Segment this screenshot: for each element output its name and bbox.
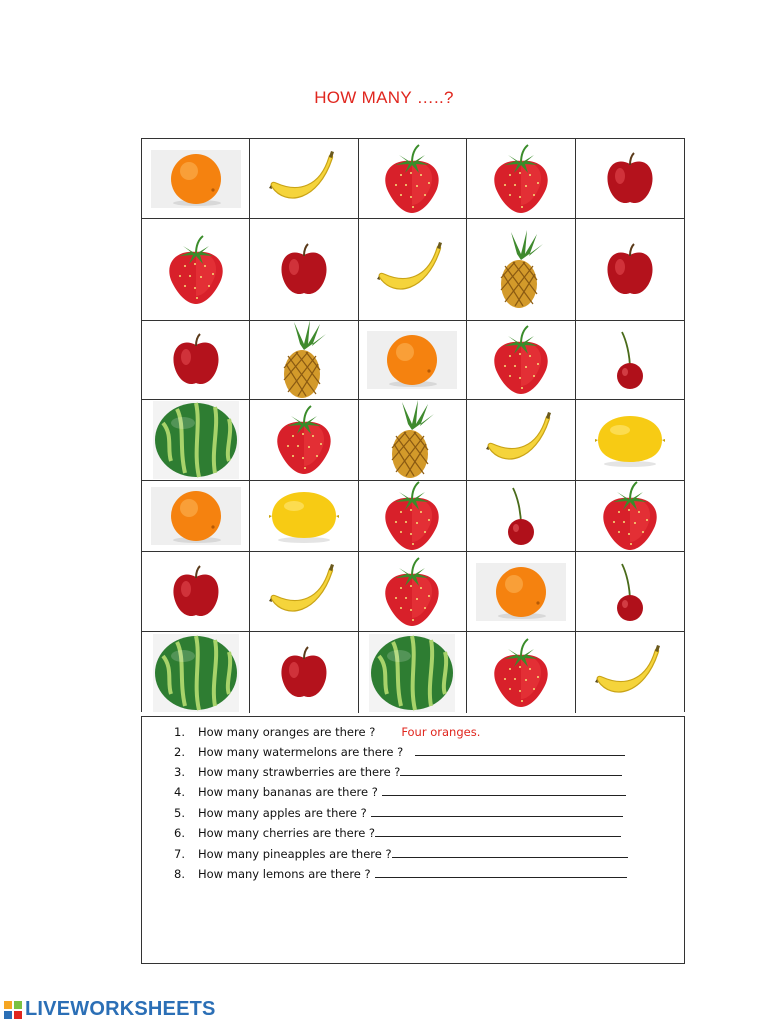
answer-field[interactable] xyxy=(382,785,626,796)
footer xyxy=(4,998,216,1021)
question-8 xyxy=(174,867,627,881)
orange-icon xyxy=(367,331,457,389)
strawberry-icon xyxy=(599,480,661,552)
grid-cell-pineapple xyxy=(467,219,575,321)
answer-field[interactable] xyxy=(400,765,622,776)
grid-cell-apple xyxy=(142,552,250,632)
grid-cell-orange xyxy=(142,481,250,552)
fruit-grid xyxy=(141,138,685,712)
grid-cell-strawberry xyxy=(467,139,575,219)
apple-icon xyxy=(605,243,655,297)
question-text: How many strawberries are there ? xyxy=(198,765,401,779)
grid-cell-strawberry xyxy=(359,481,467,552)
orange-icon xyxy=(151,150,241,208)
grid-cell-orange xyxy=(142,139,250,219)
question-1 xyxy=(174,725,480,739)
grid-cell-strawberry xyxy=(576,481,684,552)
grid-cell-strawberry xyxy=(467,321,575,400)
question-number: 8. xyxy=(174,867,185,881)
grid-cell-apple xyxy=(250,219,358,321)
pineapple-icon xyxy=(386,400,438,480)
grid-cell-strawberry xyxy=(142,219,250,321)
watermelon-icon xyxy=(369,634,455,712)
grid-cell-banana xyxy=(467,400,575,481)
grid-cell-strawberry xyxy=(359,139,467,219)
banana-icon xyxy=(485,410,557,470)
grid-cell-apple xyxy=(250,632,358,713)
question-number: 3. xyxy=(174,765,185,779)
strawberry-icon xyxy=(490,324,552,396)
grid-cell-pineapple xyxy=(359,400,467,481)
question-3 xyxy=(174,765,622,779)
watermelon-icon xyxy=(153,634,239,712)
grid-cell-orange xyxy=(467,552,575,632)
question-text: How many pineapples are there ? xyxy=(198,847,392,861)
question-5 xyxy=(174,806,623,820)
lemon-icon xyxy=(594,412,666,468)
lemon-icon xyxy=(268,488,340,544)
answer-field[interactable] xyxy=(375,867,627,878)
questions-box xyxy=(141,716,685,964)
grid-cell-lemon xyxy=(250,481,358,552)
question-2 xyxy=(174,745,625,759)
grid-cell-lemon xyxy=(576,400,684,481)
apple-icon xyxy=(171,333,221,387)
answer-field[interactable] xyxy=(371,806,623,817)
orange-icon xyxy=(476,563,566,621)
question-7 xyxy=(174,847,628,861)
banana-icon xyxy=(594,643,666,703)
grid-cell-banana xyxy=(250,139,358,219)
grid-cell-watermelon xyxy=(142,400,250,481)
grid-cell-strawberry xyxy=(467,632,575,713)
grid-cell-apple xyxy=(576,219,684,321)
question-number: 1. xyxy=(174,725,185,739)
banana-icon xyxy=(376,240,448,300)
answer-text[interactable]: Four oranges. xyxy=(401,725,481,739)
grid-cell-banana xyxy=(359,219,467,321)
grid-cell-apple xyxy=(576,139,684,219)
liveworksheets-logo-icon xyxy=(4,1001,22,1019)
watermelon-icon xyxy=(153,401,239,479)
banana-icon xyxy=(268,149,340,209)
strawberry-icon xyxy=(273,404,335,476)
strawberry-icon xyxy=(165,234,227,306)
strawberry-icon xyxy=(490,637,552,709)
orange-icon xyxy=(151,487,241,545)
cherry-icon xyxy=(503,486,539,546)
grid-cell-strawberry xyxy=(250,400,358,481)
strawberry-icon xyxy=(490,143,552,215)
question-text: How many cherries are there ? xyxy=(198,826,376,840)
grid-cell-pineapple xyxy=(250,321,358,400)
grid-cell-banana xyxy=(250,552,358,632)
grid-cell-apple xyxy=(142,321,250,400)
strawberry-icon xyxy=(381,143,443,215)
cherry-icon xyxy=(612,330,648,390)
grid-cell-banana xyxy=(576,632,684,713)
grid-cell-orange xyxy=(359,321,467,400)
question-6 xyxy=(174,826,621,840)
footer-brand: LIVEWORKSHEETS xyxy=(25,998,216,1020)
question-text: How many watermelons are there ? xyxy=(198,745,404,759)
question-text: How many bananas are there ? xyxy=(198,785,378,799)
answer-field[interactable] xyxy=(415,745,625,756)
page-title: HOW MANY …..? xyxy=(314,88,454,107)
question-text: How many apples are there ? xyxy=(198,806,367,820)
grid-cell-strawberry xyxy=(359,552,467,632)
grid-cell-watermelon xyxy=(359,632,467,713)
grid-cell-cherry xyxy=(576,552,684,632)
strawberry-icon xyxy=(381,480,443,552)
grid-cell-watermelon xyxy=(142,632,250,713)
pineapple-icon xyxy=(278,320,330,400)
question-number: 6. xyxy=(174,826,185,840)
apple-icon xyxy=(279,646,329,700)
question-4 xyxy=(174,785,626,799)
question-number: 7. xyxy=(174,847,185,861)
grid-cell-cherry xyxy=(467,481,575,552)
pineapple-icon xyxy=(495,230,547,310)
apple-icon xyxy=(171,565,221,619)
question-number: 4. xyxy=(174,785,185,799)
answer-field[interactable] xyxy=(392,847,628,858)
question-number: 5. xyxy=(174,806,185,820)
cherry-icon xyxy=(612,562,648,622)
question-text: How many lemons are there ? xyxy=(198,867,371,881)
answer-field[interactable] xyxy=(375,826,621,837)
question-number: 2. xyxy=(174,745,185,759)
strawberry-icon xyxy=(381,556,443,628)
banana-icon xyxy=(268,562,340,622)
apple-icon xyxy=(605,152,655,206)
apple-icon xyxy=(279,243,329,297)
question-text: How many oranges are there ? xyxy=(198,725,376,739)
grid-cell-cherry xyxy=(576,321,684,400)
